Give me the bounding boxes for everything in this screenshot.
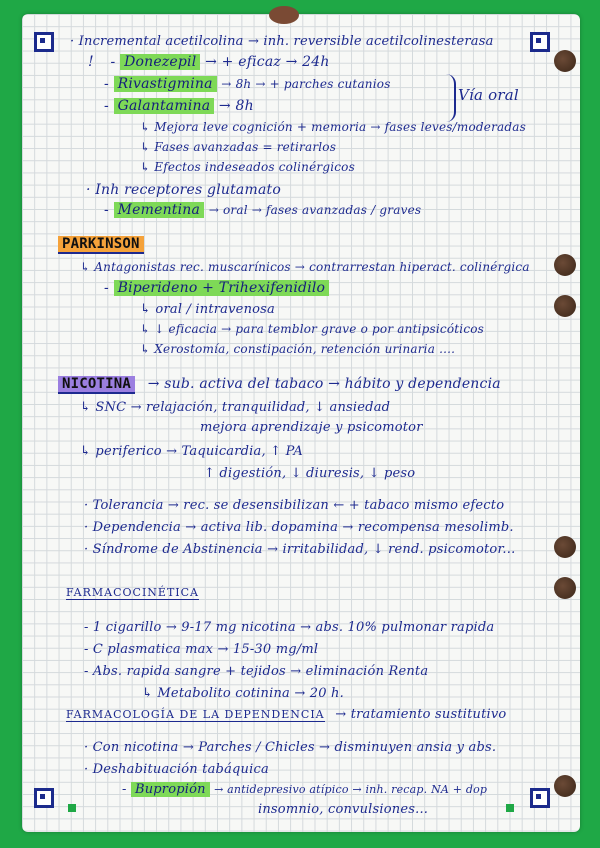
note-line: ↑ digestión, ↓ diuresis, ↓ peso	[204, 466, 416, 481]
note-line: ↳ Fases avanzadas = retirarlos	[140, 140, 337, 154]
note-line: ↳ Efectos indeseados colinérgicos	[140, 160, 355, 174]
note-line: · Incremental acetilcolina → inh. reversible acetilcolinesterasa	[70, 34, 494, 49]
note-text: → 8h → + parches cutanios	[221, 77, 391, 91]
note-line: ↳ Metabolito cotinina → 20 h.	[142, 686, 344, 701]
note-line: · Dependencia → activa lib. dopamina → recompensa mesolimb.	[84, 520, 514, 535]
binder-hole	[554, 50, 576, 72]
note-line: · Síndrome de Abstinencia → irritabilidad, ↓ rend. psicomotor...	[84, 542, 516, 557]
note-line: ↳ Xerostomía, constipación, retención urinaria ....	[140, 342, 456, 356]
binder-hole	[554, 775, 576, 797]
binder-hole	[554, 295, 576, 317]
note-line: ↳ ↓ eficacia → para temblor grave o por antipsicóticos	[140, 322, 485, 336]
note-text: → oral → fases avanzadas / graves	[208, 203, 422, 217]
section-heading	[66, 584, 199, 600]
note-line: - Galantamina → 8h	[104, 98, 254, 114]
note-line: ↳ Antagonistas rec. muscarínicos → contrarrestan hiperact. colinérgica	[80, 260, 530, 274]
note-line: · Con nicotina → Parches / Chicles → disminuyen ansia y abs.	[84, 740, 497, 755]
drug-highlight: Bupropión	[131, 782, 210, 797]
farmacocinetica-heading: FARMACOCINÉTICA	[66, 586, 200, 599]
note-line: ↳ Mejora leve cognición + memoria → fases leves/moderadas	[140, 120, 526, 134]
note-text: → 8h	[218, 98, 254, 114]
note-line: · Deshabituación tabáquica	[84, 762, 269, 777]
note-line: ! - Donezepil → + eficaz → 24h	[88, 54, 330, 70]
note-line: ↳ periferico → Taquicardia, ↑ PA	[80, 444, 303, 459]
note-line: · Inh receptores glutamato	[86, 182, 281, 198]
note-line: - Abs. rapida sangre + tejidos → eliminación Renta	[84, 664, 429, 679]
corner-marker-icon	[34, 788, 54, 808]
top-punch-hole	[269, 6, 299, 24]
note-line	[66, 706, 506, 722]
note-line: - Bupropión → antidepresivo atípico → inh. recap. NA + dop	[122, 782, 488, 797]
note-line: - Mementina → oral → fases avanzadas / graves	[104, 202, 422, 218]
note-line: ↳ SNC → relajación, tranquilidad, ↓ ansiedad	[80, 400, 391, 415]
note-text: → tratamiento sustitutivo	[335, 707, 507, 722]
parkinson-heading: PARKINSON	[58, 236, 144, 254]
note-line: - Biperideno + Trihexifenidilo	[104, 280, 329, 296]
binder-hole	[554, 577, 576, 599]
corner-dot-icon	[68, 804, 76, 812]
note-line: · Tolerancia → rec. se desensibilizan ← + tabaco mismo efecto	[84, 498, 505, 513]
note-label: Vía oral	[458, 86, 519, 104]
drug-highlight: Donezepil	[120, 54, 200, 70]
note-line	[58, 376, 501, 392]
binder-hole	[554, 536, 576, 558]
drug-highlight: Biperideno + Trihexifenidilo	[114, 280, 330, 296]
drug-highlight: Mementina	[114, 202, 204, 218]
corner-dot-icon	[506, 804, 514, 812]
corner-marker-icon	[530, 32, 550, 52]
drug-highlight: Galantamina	[114, 98, 215, 114]
note-line: - C plasmatica max → 15-30 mg/ml	[84, 642, 319, 657]
dependencia-heading: FARMACOLOGÍA DE LA DEPENDENCIA	[66, 708, 325, 721]
corner-marker-icon	[34, 32, 54, 52]
note-text: → + eficaz → 24h	[205, 54, 330, 70]
note-text: → antidepresivo atípico → inh. recap. NA + dop	[214, 783, 488, 796]
corner-marker-icon	[530, 788, 550, 808]
note-line: - Rivastigmina → 8h → + parches cutanios	[104, 76, 391, 92]
drug-highlight: Rivastigmina	[114, 76, 217, 92]
note-line: insomnio, convulsiones...	[258, 802, 429, 817]
note-line: ↳ oral / intravenosa	[140, 302, 275, 317]
note-line: - 1 cigarillo → 9-17 mg nicotina → abs. 10% pulmonar rapida	[84, 620, 495, 635]
nicotina-heading: NICOTINA	[58, 376, 135, 394]
binder-hole	[554, 254, 576, 276]
notebook-page	[22, 14, 580, 832]
note-line: mejora aprendizaje y psicomotor	[200, 420, 423, 435]
section-heading	[58, 236, 144, 252]
note-text: → sub. activa del tabaco → hábito y dependencia	[147, 376, 501, 392]
brace	[442, 74, 456, 122]
alert-mark: !	[88, 54, 94, 70]
